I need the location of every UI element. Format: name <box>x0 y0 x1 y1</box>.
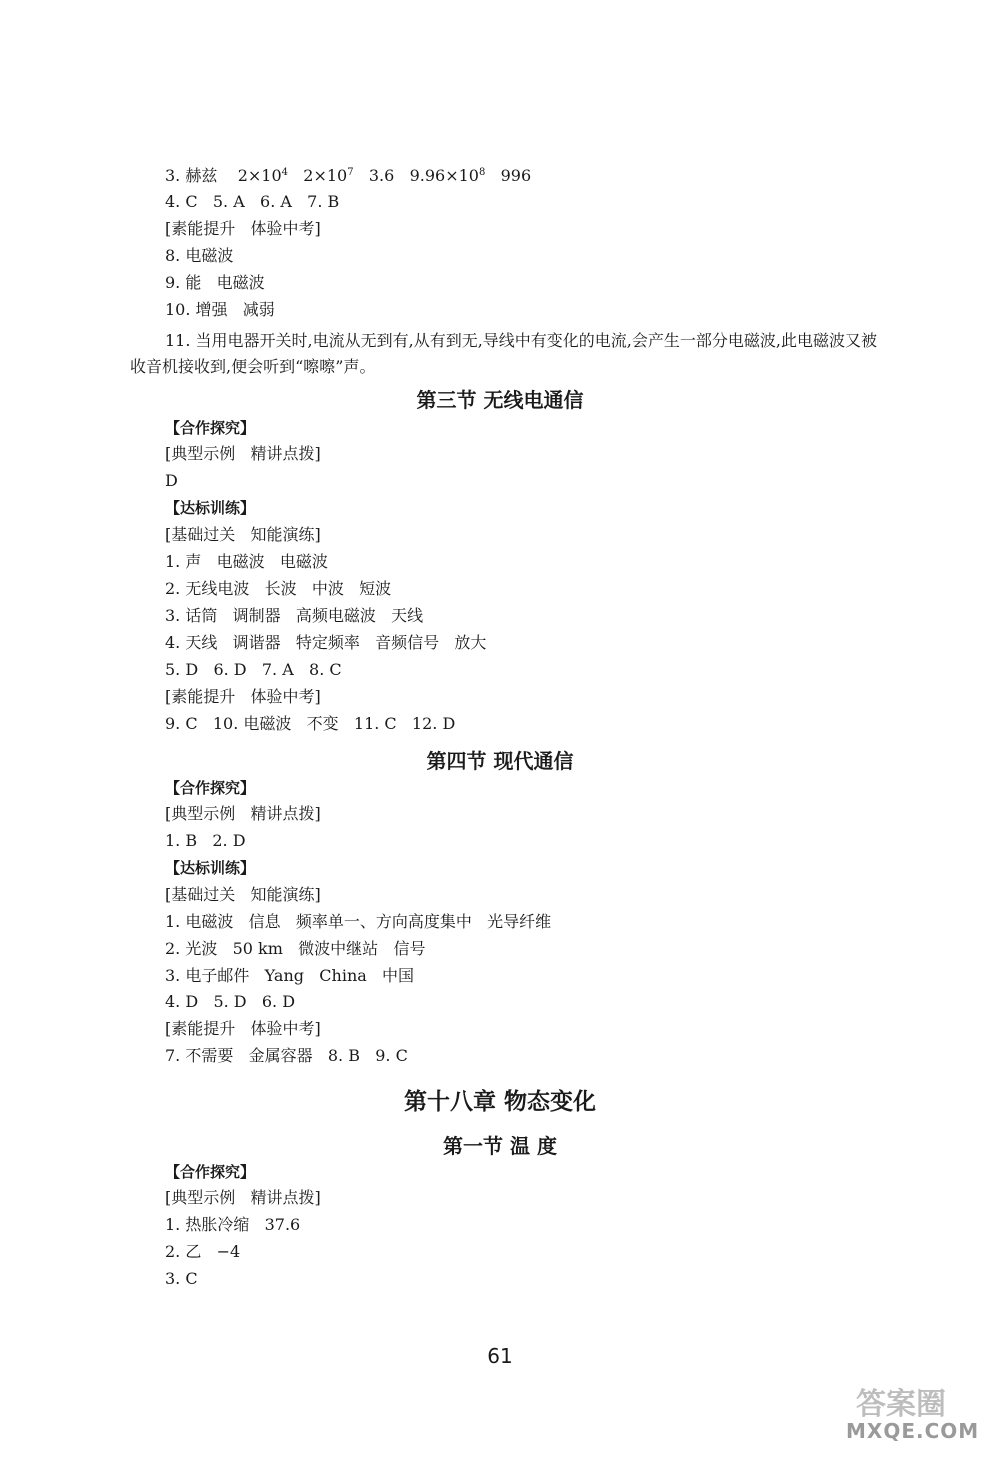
answer-d: D <box>165 471 178 490</box>
answer-line: 9. C 10. 电磁波 不变 11. C 12. D <box>165 714 456 733</box>
answer-line-10: 10. 增强 减弱 <box>165 300 275 319</box>
answer-line-3: 3. 赫兹 $2\times 10^4$ $2\times 10^7$ 3.6 $9.96\times 10^8$ 996 <box>165 166 532 185</box>
answer-line: 5. D 6. D 7. A 8. C <box>165 660 342 679</box>
section-tag-jichu: [基础过关 知能演练] <box>165 525 321 544</box>
answer-line: 1. B 2. D <box>165 831 246 850</box>
heading-hezuo: 【合作探究】 <box>165 1163 256 1181</box>
answer-line: 4. D 5. D 6. D <box>165 992 296 1011</box>
heading-hezuo: 【合作探究】 <box>165 419 256 437</box>
answer-line: 1. 热胀冷缩 37.6 <box>165 1215 301 1234</box>
answer-line: 2. 乙 −4 <box>165 1242 241 1261</box>
section-tag-suneng: [素能提升 体验中考] <box>165 1019 321 1038</box>
chapter-title-18: 第十八章 物态变化 <box>403 1089 596 1115</box>
answer-line: 1. 声 电磁波 电磁波 <box>165 552 328 571</box>
answer-line: 1. 电磁波 信息 频率单一、方向高度集中 光导纤维 <box>165 912 552 931</box>
watermark-site: MXQE.COM <box>846 1419 980 1443</box>
section-tag-suneng: [素能提升 体验中考] <box>165 687 321 706</box>
answer-line-9: 9. 能 电磁波 <box>165 273 265 292</box>
section-tag-dianxing: [典型示例 精讲点拨] <box>165 444 321 463</box>
page-number: 61 <box>487 1344 513 1368</box>
watermark <box>832 1377 982 1455</box>
section-tag-jichu: [基础过关 知能演练] <box>165 885 321 904</box>
section-title-3: 第三节 无线电通信 <box>416 388 584 412</box>
answer-line: 2. 光波 50 km 微波中继站 信号 <box>165 939 426 958</box>
section-tag-dianxing: [典型示例 精讲点拨] <box>165 1188 321 1207</box>
answer-line: 3. 话筒 调制器 高频电磁波 天线 <box>165 606 424 625</box>
answer-line: 2. 无线电波 长波 中波 短波 <box>165 579 392 598</box>
section-tag-dianxing: [典型示例 精讲点拨] <box>165 804 321 823</box>
answer-line: 4. 天线 调谐器 特定频率 音频信号 放大 <box>165 633 487 652</box>
heading-dabiao: 【达标训练】 <box>165 499 256 517</box>
section-tag-suneng: [素能提升 体验中考] <box>165 219 321 238</box>
section-title-4: 第四节 现代通信 <box>426 749 574 773</box>
answer-line: 3. C <box>165 1269 198 1288</box>
watermark-logo: 答案圈 <box>856 1387 946 1422</box>
answer-line: 3. 电子邮件 Yang China 中国 <box>165 966 415 985</box>
answer-line-4-7: 4. C 5. A 6. A 7. B <box>165 192 340 211</box>
answer-line: 7. 不需要 金属容器 8. B 9. C <box>165 1046 408 1065</box>
heading-dabiao: 【达标训练】 <box>165 859 256 877</box>
heading-hezuo: 【合作探究】 <box>165 779 256 797</box>
answer-paragraph-11: 11. 当用电器开关时,电流从无到有,从有到无,导线中有变化的电流,会产生一部分电磁波,此电磁波又被收音机接收到,便会听到“嚓嚓”声。 <box>130 331 877 376</box>
section-title-1: 第一节 温 度 <box>443 1134 557 1158</box>
answer-line-8: 8. 电磁波 <box>165 246 234 265</box>
